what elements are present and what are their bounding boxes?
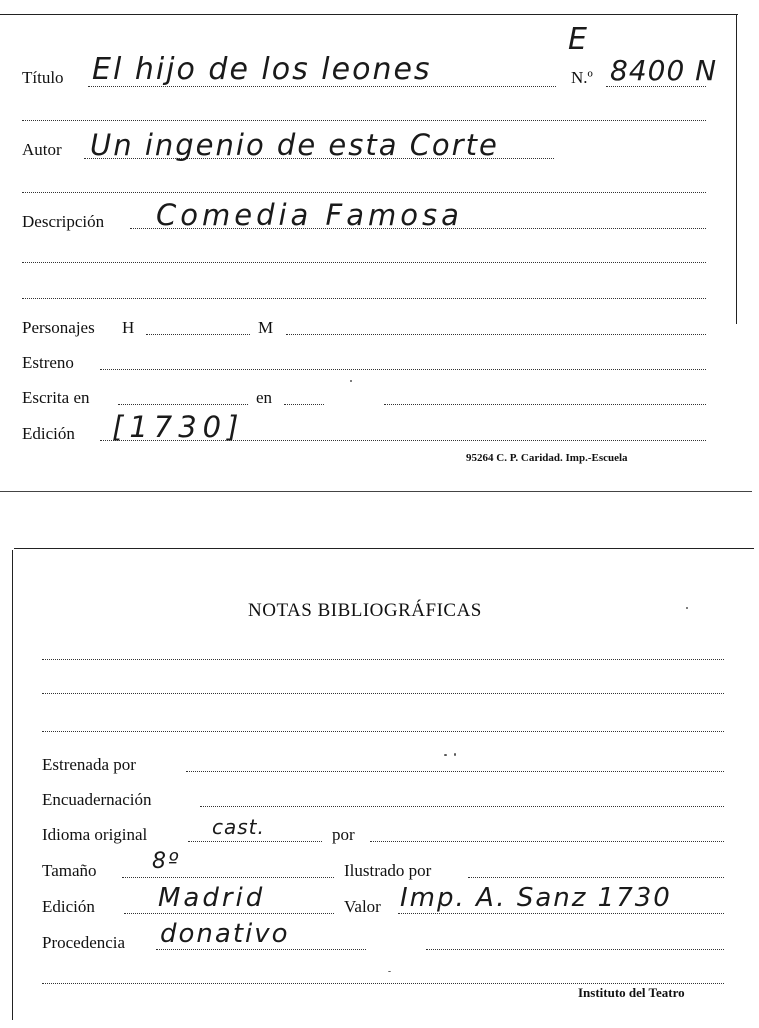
personajes-m-line xyxy=(286,334,706,335)
escrita-line xyxy=(118,404,248,405)
titulo-label: Título xyxy=(22,68,64,87)
encuadernacion-line xyxy=(200,806,724,807)
blank-line xyxy=(42,693,724,694)
personajes-m-label: M xyxy=(258,318,274,337)
procedencia-label: Procedencia xyxy=(42,933,126,952)
blank-line xyxy=(42,983,724,984)
idioma-line xyxy=(188,841,322,842)
paper-speck xyxy=(350,380,352,382)
catalog-card-back xyxy=(0,545,759,1028)
titulo-value: El hijo de los leones xyxy=(92,52,432,87)
encuadernacion-label: Encuadernación xyxy=(42,790,152,809)
tamano-line xyxy=(122,877,334,878)
blank-line xyxy=(22,120,706,121)
tamano-value: 8º xyxy=(152,849,181,874)
card-left-edge xyxy=(12,550,13,1020)
blank-line xyxy=(22,192,706,193)
notas-heading: NOTAS BIBLIOGRÁFICAS xyxy=(248,600,482,621)
estrenada-line xyxy=(186,771,724,772)
valor-line xyxy=(398,913,724,914)
valor-label: Valor xyxy=(344,897,381,916)
escrita-en-label: en xyxy=(256,388,273,407)
numero-label: N.º xyxy=(571,68,593,87)
idioma-por-label: por xyxy=(332,825,355,844)
valor-value: Imp. A. Sanz 1730 xyxy=(400,883,672,913)
descripcion-label: Descripción xyxy=(22,212,105,231)
tamano-label: Tamaño xyxy=(42,861,97,880)
blank-line xyxy=(42,731,724,732)
descripcion-value: Comedia Famosa xyxy=(156,198,463,232)
idioma-por-line xyxy=(370,841,724,842)
back-edicion-label: Edición xyxy=(42,897,95,916)
procedencia-line xyxy=(426,949,724,950)
paper-speck xyxy=(686,607,688,609)
back-edicion-line xyxy=(124,913,334,914)
blank-line xyxy=(22,262,706,263)
autor-label: Autor xyxy=(22,140,62,159)
back-edicion-value: Madrid xyxy=(158,883,266,913)
estreno-label: Estreno xyxy=(22,353,74,372)
escrita-label: Escrita en xyxy=(22,388,90,407)
numero-value: 8400 N xyxy=(610,54,718,87)
edicion-value: [1730] xyxy=(112,410,245,444)
estreno-line xyxy=(100,369,706,370)
card-top-edge xyxy=(14,548,754,549)
estrenada-label: Estrenada por xyxy=(42,755,136,774)
blank-line xyxy=(42,659,724,660)
personajes-h-line xyxy=(146,334,250,335)
procedencia-value: donativo xyxy=(160,919,290,949)
escrita-en-line xyxy=(384,404,706,405)
personajes-h-label: H xyxy=(122,318,135,337)
blank-line xyxy=(22,298,706,299)
escrita-en-line xyxy=(284,404,324,405)
ilustrado-line xyxy=(468,877,724,878)
paper-speck xyxy=(444,754,447,756)
paper-speck xyxy=(454,753,456,756)
idioma-value: cast. xyxy=(212,815,265,839)
edicion-label: Edición xyxy=(22,424,75,443)
idioma-label: Idioma original xyxy=(42,825,148,844)
numero-mark: E xyxy=(568,22,589,57)
institution-footer: Instituto del Teatro xyxy=(578,985,685,1000)
autor-value: Un ingenio de esta Corte xyxy=(90,128,499,162)
personajes-label: Personajes xyxy=(22,318,95,337)
printer-imprint: 95264 C. P. Caridad. Imp.-Escuela xyxy=(466,452,628,464)
procedencia-line xyxy=(156,949,366,950)
ilustrado-label: Ilustrado por xyxy=(344,861,432,880)
paper-speck xyxy=(388,971,391,972)
card-right-edge xyxy=(736,14,737,324)
card-top-edge xyxy=(0,14,738,15)
catalog-card-front xyxy=(0,0,759,492)
card-bottom-edge xyxy=(0,491,752,492)
